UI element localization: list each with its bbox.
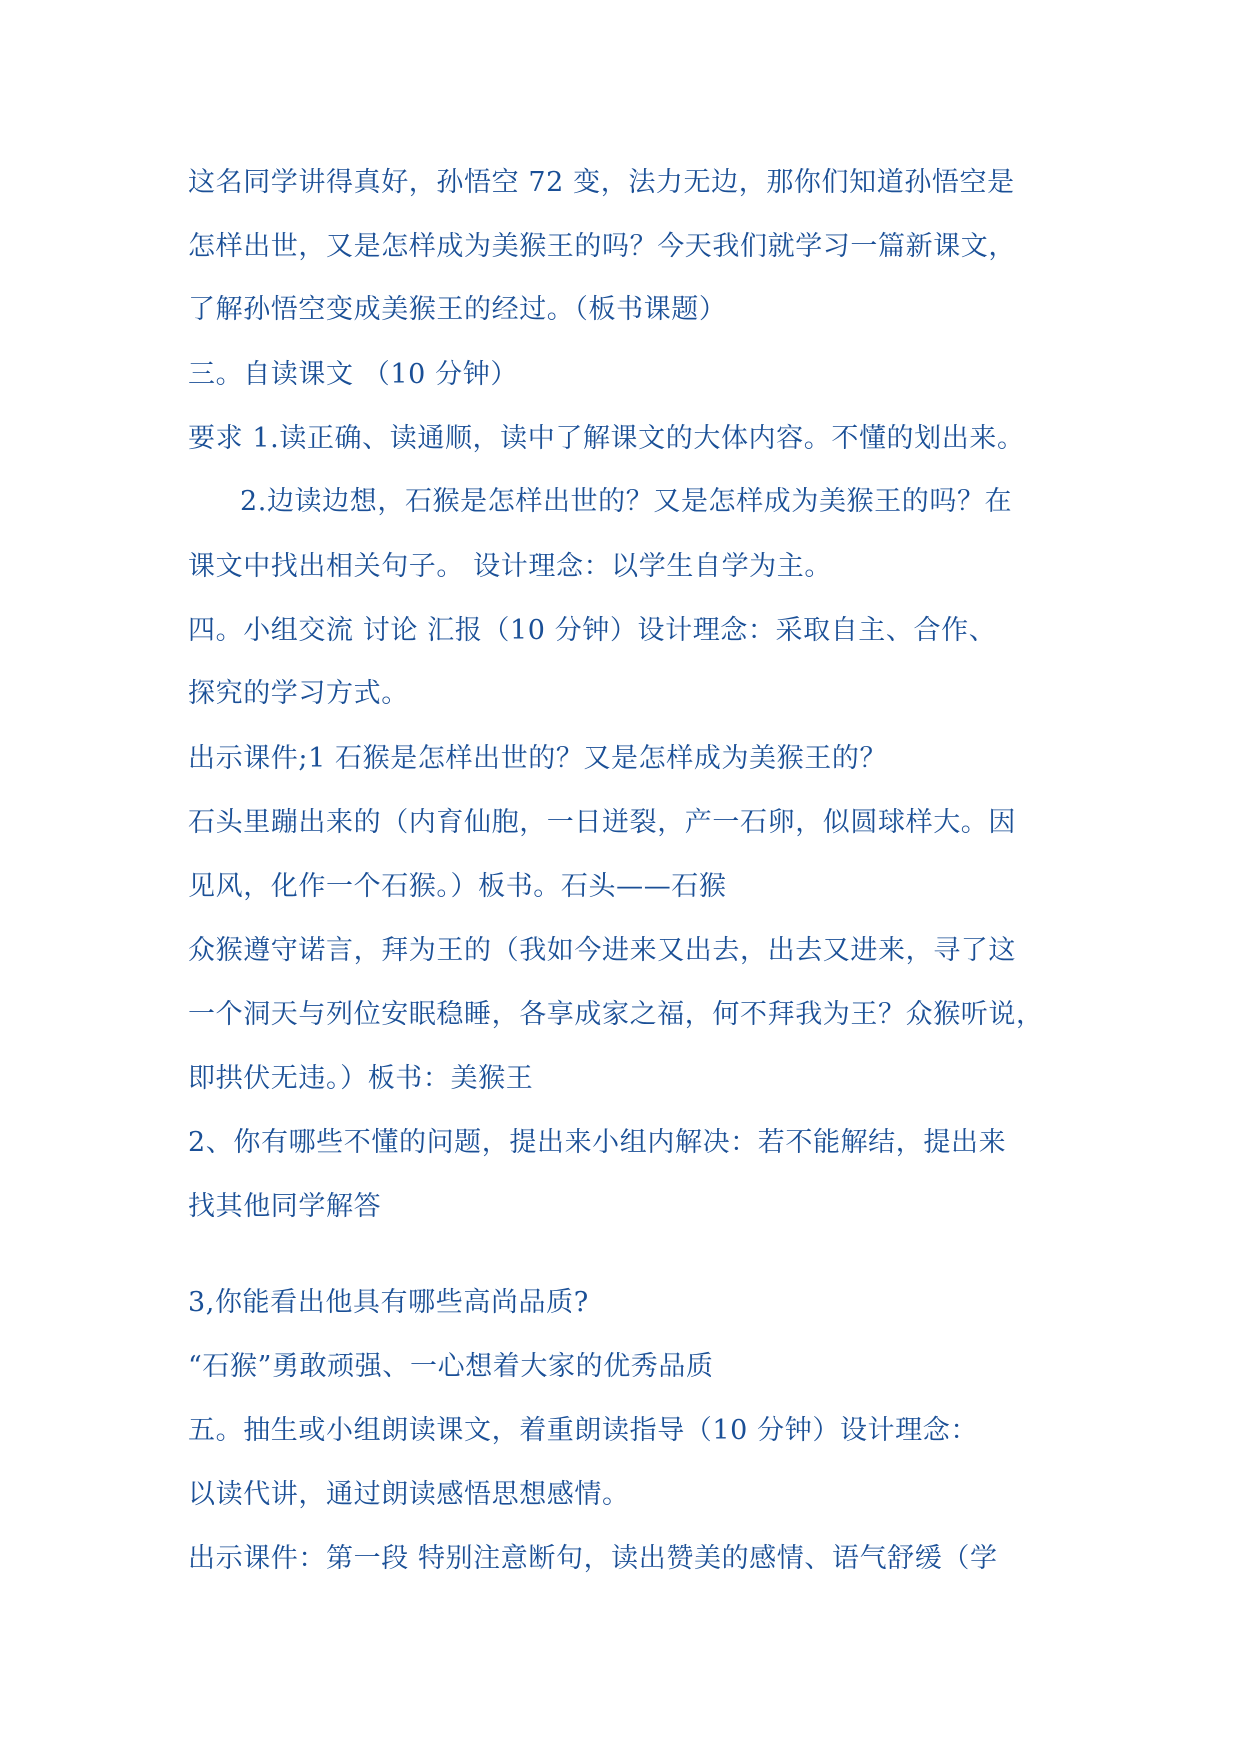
text-line: 2、你有哪些不懂的问题，提出来小组内解决：若不能解结，提出来: [188, 1127, 1007, 1158]
text-line: 见风，化作一个石猴。）板书。石头——石猴: [188, 871, 727, 902]
text-line: 了解孙悟空变成美猴王的经过。（板书课题）: [188, 294, 727, 325]
text-line: 石头里蹦出来的（内育仙胞，一日迸裂，产一石卵，似圆球样大。因: [188, 807, 1016, 838]
text-line: “石猴”勇敢顽强、一心想着大家的优秀品质: [188, 1351, 714, 1382]
text-line: 找其他同学解答: [188, 1191, 382, 1222]
section-heading: 四。小组交流 讨论 汇报（10 分钟）设计理念：采取自主、合作、: [188, 615, 997, 646]
text-line: 即拱伏无违。）板书：美猴王: [188, 1063, 534, 1094]
text-line: 怎样出世，又是怎样成为美猴王的吗？今天我们就学习一篇新课文，: [188, 231, 1016, 262]
text-line: 课文中找出相关句子。 设计理念：以学生自学为主。: [188, 551, 832, 582]
text-line: 要求 1.读正确、读通顺，读中了解课文的大体内容。不懂的划出来。: [188, 423, 1025, 454]
text-line: 出示课件;1 石猴是怎样出世的？又是怎样成为美猴王的？: [188, 743, 888, 774]
text-line: 探究的学习方式。: [188, 678, 409, 709]
text-line: 3,你能看出他具有哪些高尚品质?: [188, 1287, 589, 1318]
text-line: 出示课件：第一段 特别注意断句，读出赞美的感情、语气舒缓（学: [188, 1543, 998, 1574]
text-line: 众猴遵守诺言，拜为王的（我如今进来又出去，出去又进来，寻了这: [188, 935, 1016, 966]
section-heading: 三。自读课文 （10 分钟）: [188, 359, 518, 390]
text-line: 以读代讲，通过朗读感悟思想感情。: [188, 1479, 630, 1510]
text-line: 这名同学讲得真好，孙悟空 72 变，法力无边，那你们知道孙悟空是: [188, 167, 1015, 198]
section-heading: 五。抽生或小组朗读课文，着重朗读指导（10 分钟）设计理念：: [188, 1415, 978, 1446]
text-line: 一个洞天与列位安眠稳睡，各享成家之福，何不拜我为王？众猴听说，: [188, 999, 1044, 1030]
text-line: 2.边读边想，石猴是怎样出世的？又是怎样成为美猴王的吗？在: [240, 486, 1013, 517]
